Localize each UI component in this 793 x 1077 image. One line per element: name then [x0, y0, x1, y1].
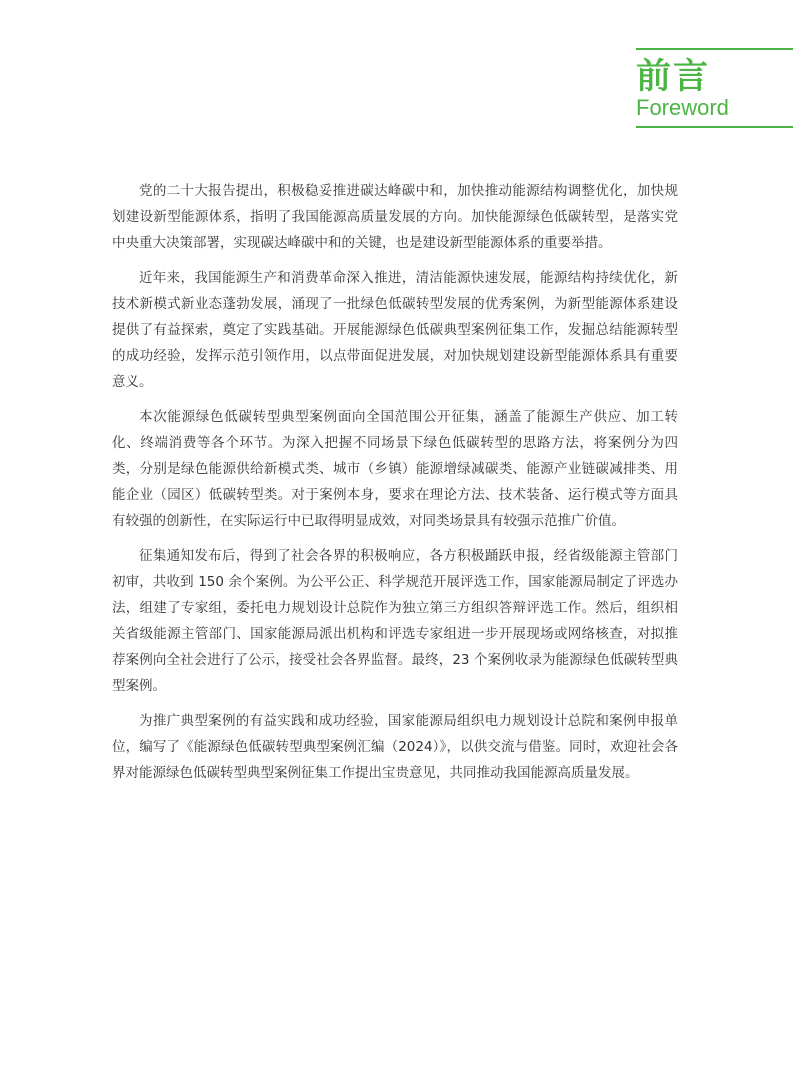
section-title-english: Foreword	[636, 95, 729, 120]
header-bottom-rule	[636, 126, 793, 128]
paragraph: 本次能源绿色低碳转型典型案例面向全国范围公开征集，涵盖了能源生产供应、加工转化、终端消费等各个环节。为深入把握不同场景下绿色低碳转型的思路方法，将案例分为四类，分别是绿色能源供给新模式类、城市（乡镇）能源增绿减碳类、能源产业链碳减排类、用能企业（园区）低碳转型类。对于案例本身，要求在理论方法、技术装备、运行模式等方面具有较强的创新性，在实际运行中已取得明显成效，对同类场景具有较强示范推广价值。	[112, 409, 678, 529]
paragraph: 党的二十大报告提出，积极稳妥推进碳达峰碳中和，加快推动能源结构调整优化，加快规划建设新型能源体系，指明了我国能源高质量发展的方向。加快能源绿色低碳转型，是落实党中央重大决策部署，实现碳达峰碳中和的关键，也是建设新型能源体系的重要举措。	[112, 183, 678, 251]
paragraph: 征集通知发布后，得到了社会各界的积极响应，各方积极踊跃申报，经省级能源主管部门初审，共收到 150 余个案例。为公平公正、科学规范开展评选工作，国家能源局制定了评选办法，组建了专家组，委托电力规划设计总院作为独立第三方组织答辩评选工作。然后，组织相关省级能源主管部门、国家能源局派出机构和评选专家组进一步开展现场或网络核查，对拟推荐案例向全社会进行了公示，接受社会各界监督。最终，23 个案例收录为能源绿色低碳转型典型案例。	[112, 548, 678, 694]
section-title-chinese: 前言	[636, 57, 711, 97]
paragraph: 为推广典型案例的有益实践和成功经验，国家能源局组织电力规划设计总院和案例申报单位，编写了《能源绿色低碳转型典型案例汇编（2024）》，以供交流与借鉴。同时，欢迎社会各界对能源绿色低碳转型典型案例征集工作提出宝贵意见，共同推动我国能源高质量发展。	[112, 713, 678, 781]
paragraph: 近年来，我国能源生产和消费革命深入推进，清洁能源快速发展，能源结构持续优化，新技术新模式新业态蓬勃发展，涌现了一批绿色低碳转型发展的优秀案例，为新型能源体系建设提供了有益探索，奠定了实践基础。开展能源绿色低碳典型案例征集工作，发掘总结能源转型的成功经验，发挥示范引领作用，以点带面促进发展，对加快规划建设新型能源体系具有重要意义。	[112, 270, 678, 390]
foreword-body	[112, 178, 678, 795]
header-top-rule	[636, 48, 793, 50]
